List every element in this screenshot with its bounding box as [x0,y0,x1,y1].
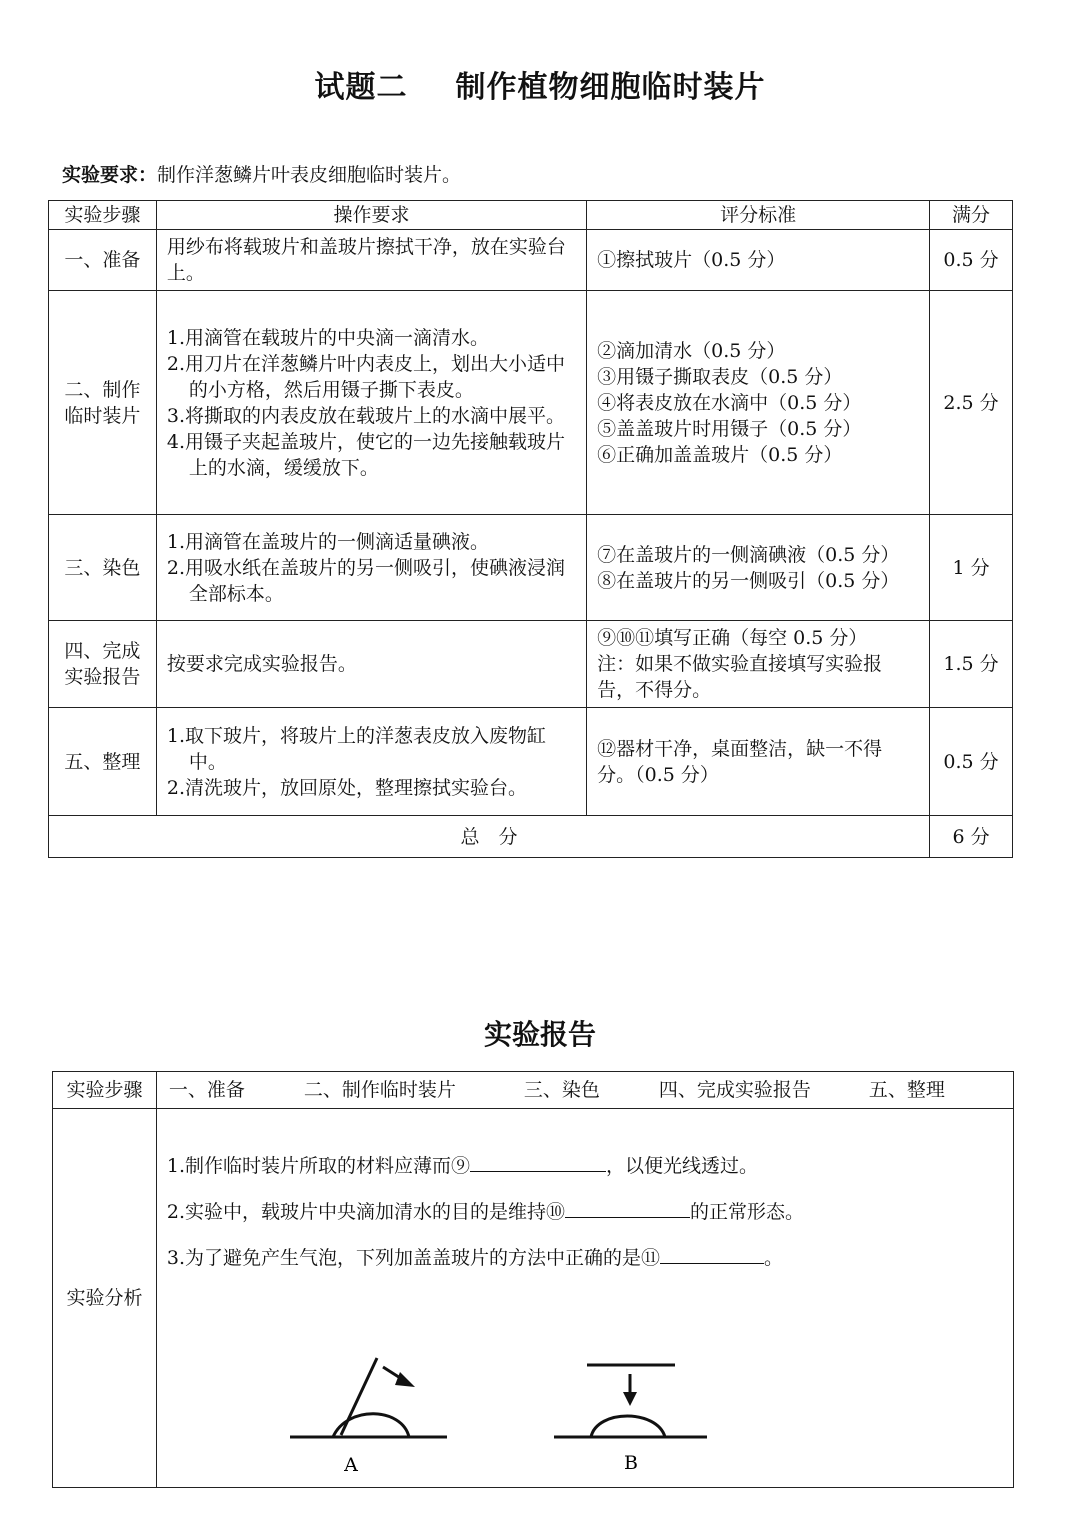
criteria-line: ⑤盖盖玻片时用镊子（0.5 分） [597,417,862,440]
figure-a-diagram [290,1358,447,1476]
exam-number: 试题二 [314,70,408,105]
figure-a-label: A [344,1454,358,1476]
criteria-cell [587,515,930,621]
requirement-line: 2.用吸水纸在盖玻片的另一侧吸引，使碘液浸润全部标本。 [166,556,566,605]
requirement-line: 用纱布将载玻片和盖玻片擦拭干净，放在实验台上。 [166,236,566,284]
criteria-line: ⑫器材干净，桌面整洁，缺一不得分。（0.5 分） [597,737,883,786]
requirement-line: 按要求完成实验报告。 [166,653,357,675]
requirement-line: 4.用镊子夹起盖玻片，使它的一边先接触载玻片上的水滴，缓缓放下。 [166,430,566,479]
total-points: 6 分 [930,816,1013,858]
requirement-cell [156,621,586,708]
report-step: 一、准备 [168,1079,245,1101]
criteria-line: ①擦拭玻片（0.5 分） [597,249,786,271]
criteria-cell [587,230,930,291]
requirement-line: 1.取下玻片，将玻片上的洋葱表皮放入废物缸中。 [166,724,547,773]
header-step: 实验步骤 [49,201,157,230]
question-1-text: 1.制作临时装片所取的材料应薄而⑨ [166,1155,471,1177]
header-requirement: 操作要求 [156,201,586,230]
figure-b-label: B [623,1452,638,1474]
report-steps-label: 实验步骤 [53,1072,157,1109]
header-criteria: 评分标准 [587,201,930,230]
page-title [0,62,1080,106]
table-row [49,621,1013,708]
report-step: 四、完成实验报告 [658,1079,811,1101]
points-cell: 1.5 分 [930,621,1013,708]
total-label: 总 分 [49,816,930,858]
criteria-line: ⑥正确加盖盖玻片（0.5 分） [597,443,843,466]
table-header-row [49,201,1013,230]
analysis-row [53,1109,1014,1488]
criteria-line: ④将表皮放在水滴中（0.5 分） [597,391,862,414]
step-cell: 三、染色 [49,515,157,621]
report-steps-row [53,1072,1014,1109]
analysis-cell [156,1109,1013,1488]
experiment-requirement [62,160,461,187]
criteria-line: ②滴加清水（0.5 分） [597,339,786,362]
requirement-line: 2.清洗玻片，放回原处，整理擦拭实验台。 [166,776,528,799]
question-2-suffix: 的正常形态。 [690,1201,805,1223]
points-cell: 1 分 [930,515,1013,621]
requirement-line: 2.用刀片在洋葱鳞片叶内表皮上，划出大小适中的小方格，然后用镊子撕下表皮。 [166,352,566,401]
requirement-line: 1.用滴管在载玻片的中央滴一滴清水。 [166,326,490,349]
analysis-label: 实验分析 [53,1109,157,1488]
scoring-table [48,200,1013,858]
question-3-suffix: 。 [764,1247,784,1269]
criteria-cell [587,708,930,816]
table-row [49,708,1013,816]
table-row [49,230,1013,291]
criteria-cell [587,291,930,515]
points-cell: 0.5 分 [930,230,1013,291]
criteria-note: 注：如果不做实验直接填写实验报告，不得分。 [597,653,883,701]
requirement-label: 实验要求： [62,164,158,186]
criteria-line: ⑦在盖玻片的一侧滴碘液（0.5 分） [597,543,900,566]
requirement-text: 制作洋葱鳞片叶表皮细胞临时装片。 [157,164,462,186]
table-row [49,291,1013,515]
points-cell: 0.5 分 [930,708,1013,816]
requirement-line: 1.用滴管在盖玻片的一侧滴适量碘液。 [166,530,490,553]
table-row [49,515,1013,621]
step-cell: 一、准备 [49,230,157,291]
total-row [49,816,1013,858]
criteria-cell [587,621,930,708]
coverslip-diagrams [157,1109,1013,1487]
report-table [52,1071,1014,1488]
report-steps-cell [156,1072,1013,1109]
question-3-text: 3.为了避免产生气泡，下列加盖盖玻片的方法中正确的是⑪ [166,1247,661,1269]
points-cell: 2.5 分 [930,291,1013,515]
step-cell: 四、完成实验报告 [49,621,157,708]
requirement-line: 3.将撕取的内表皮放在载玻片上的水滴中展平。 [166,404,566,427]
requirement-cell [156,230,586,291]
requirement-cell [156,291,586,515]
requirement-cell [156,515,586,621]
report-step: 二、制作临时装片 [303,1079,456,1101]
question-1-suffix: ，以便光线透过。 [606,1155,759,1177]
report-step: 三、染色 [523,1079,600,1101]
exam-topic: 制作植物细胞临时装片 [455,70,766,105]
criteria-line: ⑧在盖玻片的另一侧吸引（0.5 分） [597,569,900,592]
requirement-cell [156,708,586,816]
step-cell: 五、整理 [49,708,157,816]
question-2-text: 2.实验中，载玻片中央滴加清水的目的是维持⑩ [166,1201,566,1223]
figure-b-diagram [554,1365,707,1474]
criteria-line: ③用镊子撕取表皮（0.5 分） [597,365,843,388]
step-cell: 二、制作临时装片 [49,291,157,515]
header-points: 满分 [930,201,1013,230]
report-title: 实验报告 [483,1018,596,1051]
report-step: 五、整理 [868,1079,945,1101]
criteria-line: ⑨⑩⑪填写正确（每空 0.5 分） [597,627,868,649]
